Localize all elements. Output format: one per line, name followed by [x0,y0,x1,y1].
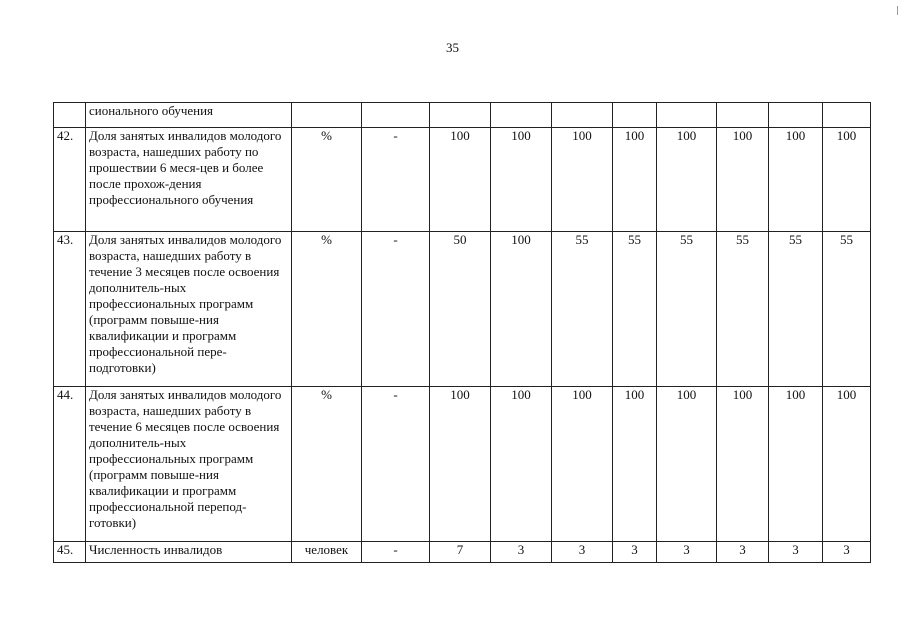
row-number-cell: 44. [54,387,86,542]
value-cell: 100 [657,128,717,232]
value-cell: 55 [717,232,769,387]
value-cell: 55 [552,232,613,387]
value-cell: 3 [769,542,823,563]
value-cell: 100 [823,128,871,232]
table-row [54,232,871,387]
value-cell: 100 [491,387,552,542]
value-cell: 3 [491,542,552,563]
value-cell: 100 [717,387,769,542]
unit-cell: человек [292,542,362,563]
unit-cell: % [292,387,362,542]
value-cell: 55 [657,232,717,387]
base-value-cell: - [362,232,430,387]
value-cell: 100 [613,128,657,232]
table-row [54,542,871,563]
value-cell: 100 [657,387,717,542]
unit-cell: % [292,232,362,387]
unit-cell: % [292,128,362,232]
value-cell: 100 [769,387,823,542]
row-number-cell: 42. [54,128,86,232]
value-cell: 100 [717,128,769,232]
value-cell: 100 [430,387,491,542]
value-cell: 100 [491,128,552,232]
value-cell: 55 [613,232,657,387]
indicators-table [53,102,871,563]
value-cell: 7 [430,542,491,563]
scan-edge-mark [897,6,898,15]
value-cell: 3 [552,542,613,563]
value-cell: 55 [769,232,823,387]
row-number-cell: 43. [54,232,86,387]
value-cell: 3 [823,542,871,563]
table-row [54,387,871,542]
value-cell: 100 [769,128,823,232]
table-row [54,128,871,232]
value-cell: 3 [613,542,657,563]
description-cell: Доля занятых инвалидов молодого возраста, нашедших работу по прошествии 6 меся-цев и более после прохож-дения профессионального обучения [86,128,292,232]
base-value-cell: - [362,128,430,232]
description-cell: сионального обучения [86,103,292,128]
value-cell: 100 [823,387,871,542]
value-cell: 3 [657,542,717,563]
table-row [54,103,871,128]
value-cell: 100 [491,232,552,387]
base-value-cell: - [362,542,430,563]
description-cell: Доля занятых инвалидов молодого возраста, нашедших работу в течение 3 месяцев после освоения дополнитель-ных профессиональных программ (программ повыше-ния квалификации и программ профессиональной пере-подготовки) [86,232,292,387]
value-cell: 3 [717,542,769,563]
value-cell: 100 [613,387,657,542]
row-number-cell [54,103,86,128]
value-cell: 100 [552,128,613,232]
value-cell: 100 [430,128,491,232]
description-cell: Доля занятых инвалидов молодого возраста, нашедших работу в течение 6 месяцев после освоения дополнитель-ных профессиональных программ (программ повыше-ния квалификации и программ профессиональной перепод-готовки) [86,387,292,542]
description-cell: Численность инвалидов [86,542,292,563]
value-cell: 100 [552,387,613,542]
value-cell: 50 [430,232,491,387]
value-cell: 55 [823,232,871,387]
base-value-cell: - [362,387,430,542]
page-number: 35 [446,40,459,55]
row-number-cell: 45. [54,542,86,563]
